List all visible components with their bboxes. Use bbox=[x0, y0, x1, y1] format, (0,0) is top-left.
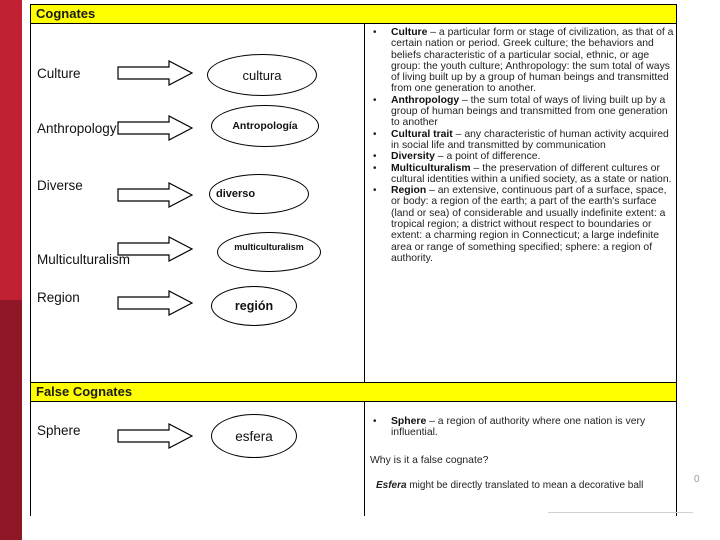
definition-item bbox=[365, 95, 676, 129]
bullet-icon: • bbox=[373, 185, 377, 197]
definition-term: Anthropology bbox=[391, 94, 460, 106]
definition-term: Sphere bbox=[391, 416, 427, 427]
bullet-icon: • bbox=[373, 27, 377, 38]
cognates-table bbox=[30, 4, 677, 516]
answer-term: Esfera bbox=[376, 480, 407, 491]
definition-item bbox=[365, 163, 676, 186]
spanish-word: cultura bbox=[242, 67, 282, 83]
definition-term: Diversity bbox=[391, 151, 435, 163]
right-arrow-icon bbox=[117, 115, 193, 141]
definition-term: Multiculturalism bbox=[391, 162, 471, 174]
bullet-icon: • bbox=[373, 416, 377, 427]
page-number: 0 bbox=[694, 474, 700, 485]
definition-item bbox=[365, 27, 676, 95]
side-band-shadow bbox=[0, 300, 22, 540]
right-arrow-icon bbox=[117, 290, 193, 316]
spanish-ellipse bbox=[211, 414, 297, 458]
definition-text: – any characteristic of human activity acquired in social life and transmitted by communication bbox=[391, 128, 669, 151]
bullet-icon: • bbox=[373, 128, 377, 140]
spanish-ellipse bbox=[217, 232, 321, 272]
definition-term: Culture bbox=[391, 27, 428, 38]
spanish-ellipse bbox=[211, 105, 319, 147]
definition-item bbox=[365, 129, 676, 152]
false-cognates-header bbox=[31, 382, 676, 402]
right-arrow-icon bbox=[117, 236, 193, 262]
spanish-ellipse bbox=[207, 54, 317, 96]
english-word: Multiculturalism bbox=[37, 252, 131, 267]
definition-term: Region bbox=[391, 185, 427, 197]
bullet-icon: • bbox=[373, 151, 377, 163]
definition-item bbox=[365, 151, 676, 162]
definition-text: – a point of difference. bbox=[434, 151, 541, 163]
spanish-ellipse bbox=[209, 174, 309, 214]
definitions-list bbox=[365, 27, 676, 264]
answer-explanation: might be directly translated to mean a decorative ball bbox=[406, 480, 644, 491]
spanish-word: Antropología bbox=[232, 120, 298, 132]
worksheet-page bbox=[22, 0, 720, 516]
definition-text: – an extensive, continuous part of a surface, space, or body: a region of the earth; a part of the earth's surface (land or sea) of considerable and usually indefinite extent: a tropical region; a district without respect to boundaries or extent: a charming region in Connecticut; a large indefinite area or range of something specified; sphere: a region of authority. bbox=[391, 185, 667, 264]
spanish-ellipse bbox=[211, 286, 297, 326]
english-word: Region bbox=[37, 290, 80, 305]
english-word: Diverse bbox=[37, 178, 83, 193]
spanish-word: esfera bbox=[235, 428, 273, 444]
question-text: Why is it a false cognate? bbox=[370, 455, 489, 466]
bullet-icon: • bbox=[373, 162, 377, 174]
definition-text: – a region of authority where one nation is very influential. bbox=[391, 416, 646, 439]
slide-footer bbox=[22, 516, 720, 540]
false-cognates-title: False Cognates bbox=[36, 384, 133, 399]
right-arrow-icon bbox=[117, 182, 193, 208]
right-arrow-icon bbox=[117, 60, 193, 86]
english-word: Culture bbox=[37, 66, 81, 81]
definition-text: – a particular form or stage of civilization, as that of a certain nation or period. Greek culture; the behaviors and beliefs characteristic of a particular social, ethnic, or age group: the youth culture; Anthropology: the sum total of ways of living built up by a group of human beings and transmitted from one generation to another. bbox=[391, 27, 674, 95]
bullet-icon: • bbox=[373, 94, 377, 106]
english-word: Anthropology bbox=[37, 121, 117, 136]
false-cognate-definition bbox=[365, 416, 676, 439]
definition-item bbox=[365, 416, 676, 439]
spanish-word: multiculturalism bbox=[234, 242, 304, 252]
cognates-header bbox=[31, 4, 676, 24]
cognates-title: Cognates bbox=[36, 6, 96, 21]
spanish-word: diverso bbox=[216, 188, 256, 200]
definition-text: – the preservation of different cultures or cultural identities within a unified society, as a state or nation. bbox=[391, 162, 672, 185]
definition-text: – the sum total of ways of living built up by a group of human beings and transmitted from one generation to another bbox=[391, 94, 668, 129]
right-arrow-icon bbox=[117, 423, 193, 449]
definition-item bbox=[365, 185, 676, 264]
answer-text bbox=[376, 480, 643, 491]
footer-rule bbox=[548, 512, 693, 513]
definition-term: Cultural trait bbox=[391, 128, 453, 140]
spanish-word: región bbox=[234, 299, 274, 313]
english-word: Sphere bbox=[37, 423, 81, 438]
